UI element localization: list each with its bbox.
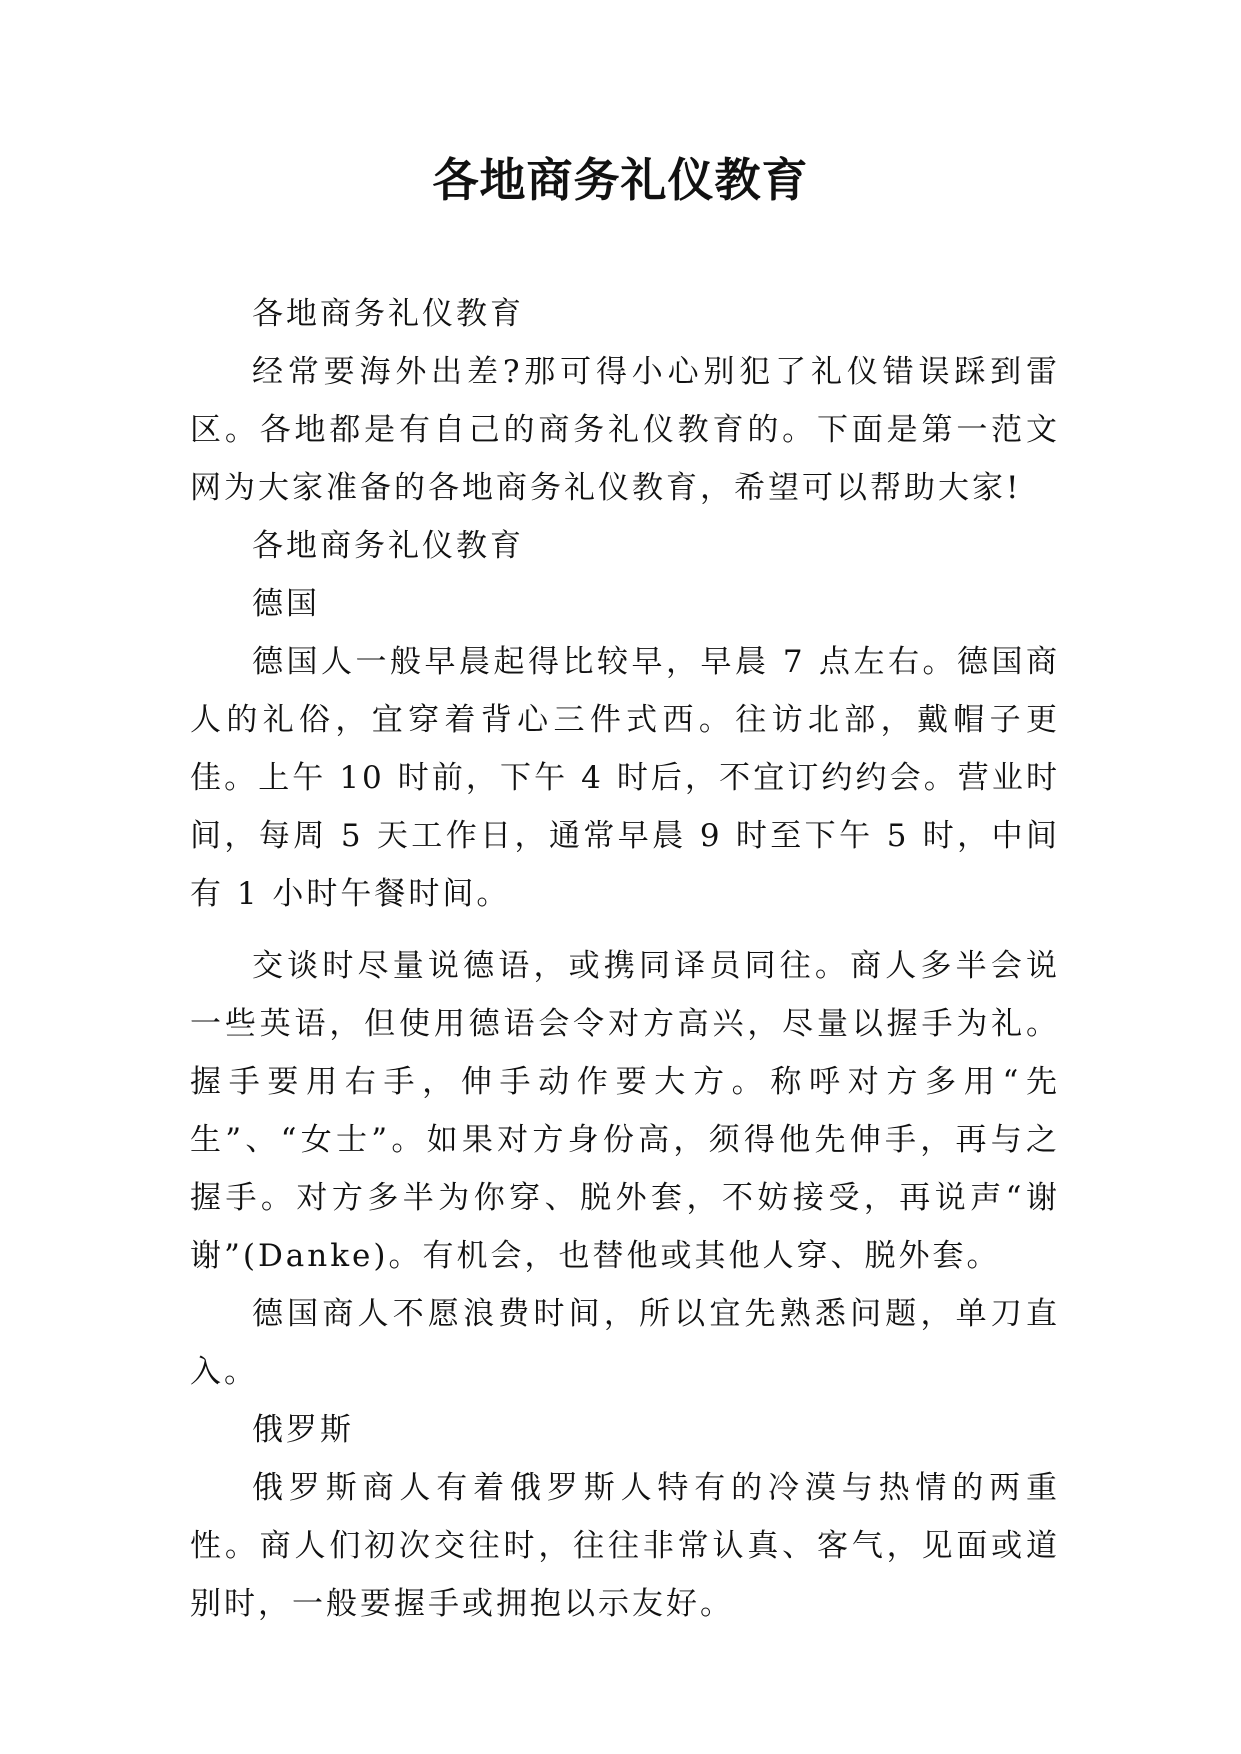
paragraph-section-heading: 各地商务礼仪教育 xyxy=(252,528,524,564)
paragraph-russia: 俄罗斯商人有着俄罗斯人特有的冷漠与热情的两重性。商人们初次交往时，往往非常认真、客气，见面或道别时，一般要握手或拥抱以示友好。 xyxy=(190,1470,1060,1622)
document-body xyxy=(190,285,1060,1633)
paragraph-subtitle: 各地商务礼仪教育 xyxy=(252,296,524,332)
paragraph-germany-time: 德国商人不愿浪费时间，所以宜先熟悉问题，单刀直入。 xyxy=(190,1296,1060,1390)
document-title: 各地商务礼仪教育 xyxy=(432,153,809,207)
paragraph-intro: 经常要海外出差?那可得小心别犯了礼仪错误踩到雷区。各地都是有自己的商务礼仪教育的。下面是第一范文网为大家准备的各地商务礼仪教育，希望可以帮助大家! xyxy=(190,354,1060,506)
paragraph-germany-conversation: 交谈时尽量说德语，或携同译员同往。商人多半会说一些英语，但使用德语会令对方高兴，尽量以握手为礼。握手要用右手，伸手动作要大方。称呼对方多用“先生”、“女士”。如果对方身份高，须得他先伸手，再与之握手。对方多半为你穿、脱外套，不妨接受，再说声“谢谢”(Danke)。有机会，也替他或其他人穿、脱外套。 xyxy=(190,948,1060,1274)
paragraph-germany-schedule: 德国人一般早晨起得比较早，早晨 7 点左右。德国商人的礼俗，宜穿着背心三件式西。往访北部，戴帽子更佳。上午 10 时前，下午 4 时后，不宜订约约会。营业时间，每周 5 天工作日，通常早晨 9 时至下午 5 时，中间有 1 小时午餐时间。 xyxy=(190,644,1060,912)
heading-russia: 俄罗斯 xyxy=(252,1412,354,1448)
heading-germany: 德国 xyxy=(252,586,320,622)
